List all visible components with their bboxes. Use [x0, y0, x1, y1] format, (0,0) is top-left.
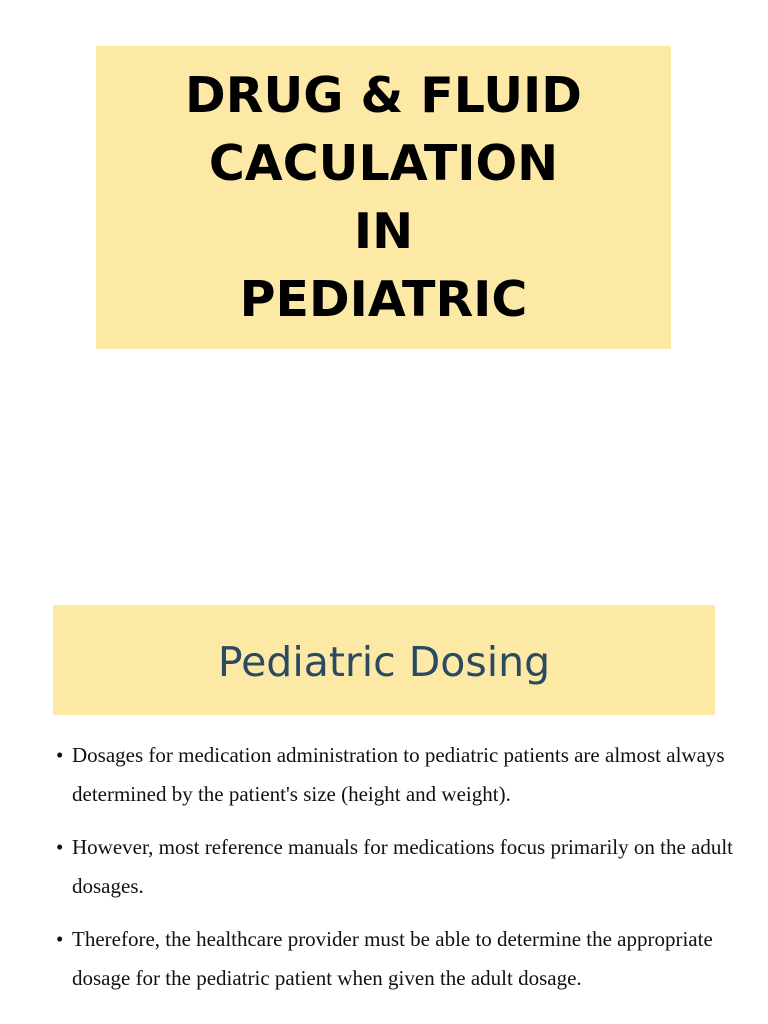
title-line: IN	[353, 202, 414, 260]
bullet-item	[56, 920, 736, 998]
section-heading: Pediatric Dosing	[217, 638, 551, 686]
bullet-text: However, most reference manuals for medications focus primarily on the adult dosages.	[72, 835, 734, 898]
bullet-item	[56, 828, 736, 906]
bullet-marker: •	[56, 835, 64, 859]
bullet-text: Therefore, the healthcare provider must be able to determine the appropriate dosage for the pediatric patient when given the adult dosage.	[72, 927, 713, 990]
section-header-banner	[53, 605, 715, 715]
title-line: CACULATION	[208, 134, 559, 192]
title-slide-banner	[96, 46, 671, 349]
bullet-marker: •	[56, 743, 64, 767]
title-line: DRUG & FLUID	[185, 66, 582, 124]
bullet-marker: •	[56, 927, 64, 951]
bullet-list	[56, 736, 736, 1012]
bullet-item	[56, 736, 736, 814]
bullet-text: Dosages for medication administration to pediatric patients are almost always determined by the patient's size (height and weight).	[72, 743, 725, 806]
title-line: PEDIATRIC	[239, 270, 528, 328]
